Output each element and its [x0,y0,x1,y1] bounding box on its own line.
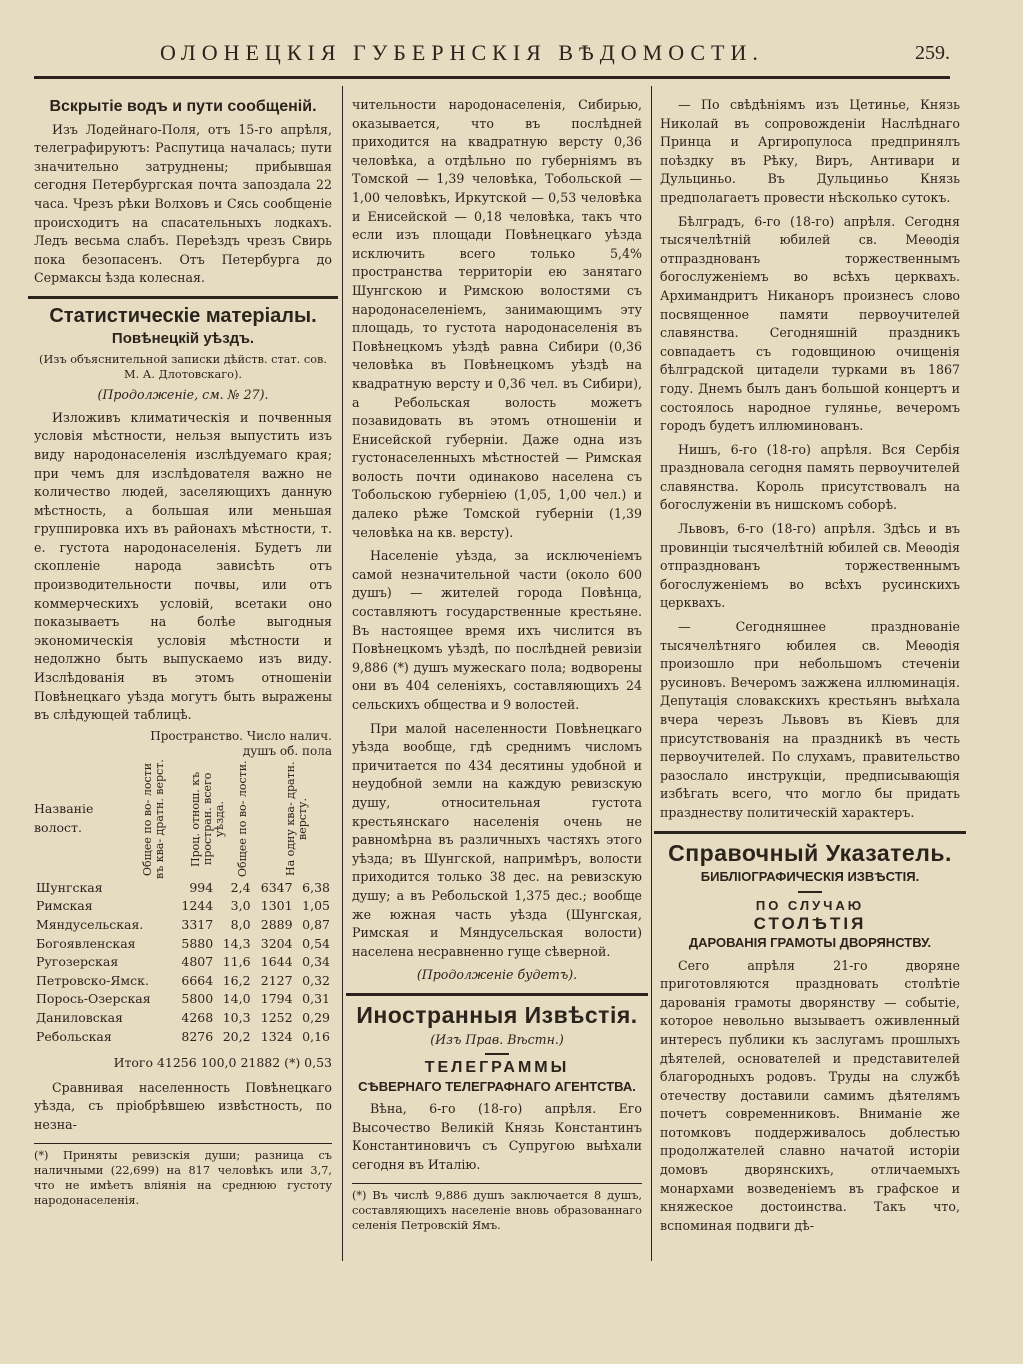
table-cell-name: Шунгская [36,879,103,895]
article-text: — Сегодняшнее празднованіе тысячелѣтняго юбилея св. Меѳодія произошло при небольшомъ стеченіи русиновъ. Вечеромъ зажжена иллюминація. Депутація словакскихъ крестьянъ выѣхала вчера черезъ Львовъ въ Кіевъ для присутствованія на праздникѣ въ честь первоучителей. По слухамъ, правительство разослало инструкціи, предписывающія избѣгать всего, что могло бы придать празднеству политическій характеръ. [660,619,960,820]
table-cell-area: 6664 [181,972,214,988]
table-caption-line: душъ об. пола [242,743,332,758]
table-cell-area: 994 [189,879,214,895]
table-cell-pop: 1644 [260,954,293,970]
table-cell-pop: 3204 [260,935,293,951]
table-cell-dens: 0,54 [302,935,330,951]
table-cell-pct: 2,4 [230,879,251,895]
table-cell-dens: 0,32 [302,972,330,988]
article-heading: ПО СЛУЧАЮ [755,897,865,913]
masthead [30,38,960,68]
table-row [34,1009,332,1028]
table-cell-name: Богоявленская [36,935,136,951]
table-row [34,879,332,898]
table-cell-name: Римская [36,898,93,914]
table-row [34,935,332,954]
masthead-rule [34,76,950,79]
table-cell-name: Ругозерская [36,954,119,970]
source-note: (Изъ Прав. Вѣстн.) [430,1031,564,1047]
section-subheading: Повѣнецкій уѣздъ. [111,329,255,347]
table-header-col: Проц. отнош. къ простран. всего уѣзда. [188,771,226,867]
table-header-name: Названіе волост. [34,801,94,835]
article-text: Изъ Лодейнаго-Поля, отъ 15-го апрѣля, телеграфируютъ: Распутица началась; пути значительно затруднены; прибывшая сегодня Петербургская почта запоздала 22 часа. Чрезъ рѣки Волховъ и Сясь сообщеніе происходитъ на спасательныхъ лодкахъ. Ледъ весьма слабъ. Переѣздъ чрезъ Свирь пока безопасенъ. Отъ Петербурга до Сермаксы ѣзда колесная. [34,121,332,286]
table-row [34,972,332,991]
ornament-bar [798,891,822,893]
column-1 [34,96,332,1208]
article-text: Изложивъ климатическія и почвенныя условія мѣстности, нельзя выпустить изъ виду народонаселенія изслѣдуемаго края; при чемъ для изслѣдователя важно не количество людей, заселяющихъ данную мѣстность, а большая или меньшая группировка ихъ въ районахъ мѣстности, т. е. густота народонаселенія. Будетъ ли скопленіе народа зависѣть отъ производительности почвы, или отъ коммерческихъ условій, всетаки оно показываетъ на болѣе выгодныя экономическія условія мѣстности и недолжно быть выпускаемо изъ виду. Изслѣдованія въ этомъ отношеніи Повѣнецкаго уѣзда могутъ быть выражены въ слѣдующей таблицѣ. [34,409,332,723]
section-heading: Справочный Указатель. [668,839,952,866]
page-number: 259. [915,41,950,64]
newspaper-title: ОЛОНЕЦКІЯ ГУБЕРНСКІЯ ВѢДОМОСТИ. [160,40,764,65]
telegram-heading: ТЕЛЕГРАММЫ [424,1059,570,1077]
table-cell-name: Ребольская [36,1028,112,1044]
table-row [34,897,332,916]
footnote: (*) Въ числѣ 9,886 душъ заключается 8 душъ, составляющихъ населеніе вновь образованнаго селенія Петровскій Ямъ. [352,1183,642,1233]
statistics-table [34,879,332,1046]
telegram-subheading: СѢВЕРНАГО ТЕЛЕГРАФНАГО АГЕНТСТВА. [358,1078,636,1094]
table-cell-pop: 1324 [260,1028,293,1044]
table-cell-area: 4268 [181,1009,214,1025]
table-cell-name: Порось-Озерская [36,991,151,1007]
table-cell-name: Петровско-Ямск. [36,972,149,988]
article-text: Львовъ, 6-го (18-го) апрѣля. Здѣсь и въ провинціи тысячелѣтній юбилей св. Меѳодія отпразднованъ торжественнымъ богослуженіемъ во всѣхъ русинскихъ церквахъ. [660,521,960,611]
table-cell-area: 8276 [181,1028,214,1044]
article-text: Сравнивая населенность Повѣнецкаго уѣзда, съ пріобрѣвшею извѣстность, по незна- [34,1079,332,1132]
table-row [34,990,332,1009]
article-heading: ДАРОВАНІЯ ГРАМОТЫ ДВОРЯНСТВУ. [688,934,932,950]
table-row [34,953,332,972]
table-row [34,916,332,935]
table-cell-name: Мяндусельская. [36,917,144,932]
table-header-col: Общее по во- лости. [236,760,249,878]
table-cell-pct: 3,0 [230,898,251,914]
continuation-note: (Продолженіе, см. № 27). [97,387,269,403]
table-cell-pct: 16,2 [222,972,251,988]
table-cell-name: Даниловская [36,1009,123,1025]
table-cell-pct: 14,3 [222,935,251,951]
table-cell-pct: 11,6 [222,954,251,970]
article-heading: СТОЛѢТІЯ [753,914,867,934]
article-text: Сего апрѣля 21-го дворяне приготовляются праздновать столѣтіе дарованія грамоты дворянству — событіе, которое невольно вызываетъ оживленный интересъ публики къ заслугамъ прошлыхъ дѣятелей, основателей и представителей благородныхъ родовъ. Труды на службѣ отечеству доставили самимъ дѣятелямъ почетъ современниковъ. Вниманіе же потомковъ поддерживалось доблестью продолжателей славно начатой исторіи домовъ дворянскихъ, отличаемыхъ монархами возведеніемъ въ графское и княжеское достоинства. Такъ что, вспоминая подвиги дѣ- [660,957,960,1233]
table-caption-line: Пространство. Число налич. [150,728,332,743]
section-heading: Статистическіе матеріалы. [49,304,317,327]
article-text: При малой населенности Повѣнецкаго уѣзда вообще, гдѣ среднимъ числомъ причитается по 434 десятины удобной и неудобной земли на каждую ревизскую душу, относительная густота крестьянскаго населенія очень не равномѣрна въ различныхъ частяхъ этого уѣзда; въ Шунгской, напримѣръ, волости приходится только 38 дес. на ревизскую душу; а въ Ребольской 1,375 дес.; вообще же южная часть уѣзда (Шунгская, Римская и Мяндусельская волости) населена несравненно гуще сѣверной. [352,720,642,959]
ornament-bar [485,1053,509,1055]
table-row [34,1028,332,1047]
footnote: (*) Приняты ревизскія души; разница съ наличными (22,699) на 817 человѣкъ или 3,7, что не имѣетъ вліянія на среднюю густоту народонаселенія. [34,1143,332,1208]
table-cell-pct: 8,0 [230,917,251,932]
article-text: Бѣлградъ, 6-го (18-го) апрѣля. Сегодня тысячелѣтній юбилей св. Меѳодія отпразднованъ торжественнымъ богослуженіемъ во всѣхъ церквахъ. Архимандритъ Никаноръ произнесъ слово посвященное памяти первоучителей славянства. Сегодняшній праздникъ совпадаетъ съ годовщиною очищенія бѣлградской цитадели турками въ 1867 году. Днемъ былъ данъ большой концертъ и состоялось народное гулянье, вечеромъ городъ будетъ иллюминованъ. [660,213,960,434]
table-cell-pop: 2889 [260,917,293,932]
article-text: чительности народонаселенія, Сибирью, оказывается, что въ послѣдней приходится на квадратную версту 0,36 человѣка, а отдѣльно по губерніямъ въ Томской — 1,39 человѣка, Тобольской — 1,00 человѣкъ, Иркутской — 0,53 человѣка и Енисейской — 0,18 человѣка, такъ что если изъ площади Повѣнецкаго уѣзда исключить всего только 5,4% пространства территоріи ею занятаго Шунгскою и Римскою волостями съ народонаселеніемъ, занимающимъ эту площадь, то густота народонаселенія въ Повѣнецкомъ уѣздѣ равна Сибири (0,36 человѣка въ Повѣнецкомъ уѣздѣ на квадратную версту и 0,36 чел. въ Сибири), а Ребольская волость можетъ позавидовать въ этомъ отношеніи и Енисейской губерніи. Даже одна изъ густонаселенныхъ мѣстностей — Римская волость почти одинаково населена съ Тобольскою губерніею (1,05, 1,00 чел.) и далеко рѣже Томской губерніи (1,39 человѣка на кв. версту). [352,97,642,540]
table-cell-area: 5880 [181,935,214,951]
table-header-col: На одну ква- дратн. версту. [283,761,309,877]
table-cell-dens: 0,16 [302,1028,330,1044]
table-cell-dens: 1,05 [302,898,330,914]
table-cell-area: 4807 [181,954,214,970]
table-cell-area: 1244 [181,898,214,914]
table-cell-area: 3317 [181,917,214,932]
table-cell-pop: 6347 [260,879,293,895]
section-subheading: БИБЛІОГРАФИЧЕСКІЯ ИЗВѢСТІЯ. [700,869,920,885]
table-cell-dens: 0,87 [302,917,330,932]
section-heading: Иностранныя Извѣстія. [356,1001,638,1028]
table-cell-dens: 6,38 [302,879,330,895]
table-cell-pop: 1252 [260,1009,293,1025]
section-rule [346,993,648,996]
article-text: Нишъ, 6-го (18-го) апрѣля. Вся Сербія праздновала сегодня память первоучителей славянства. Король присутствовалъ на богослуженіи въ нишскомъ соборѣ. [660,441,960,513]
article-text: Населеніе уѣзда, за исключеніемъ самой незначительной части (около 600 душъ) — жителей города Повѣнца, составляютъ государственные крестьяне. Въ настоящее время ихъ числится въ Повѣнецкомъ уѣздѣ, по послѣдней ревизіи 9,886 (*) душъ мужескаго пола; водворены они въ 404 селеніяхъ, составляющихъ 24 сельскихъ общества и 9 волостей. [352,548,642,712]
table-header [34,759,332,879]
table-cell-pct: 20,2 [222,1028,251,1044]
column-2 [352,96,642,1233]
source-note: (Изъ объяснительной записки дѣйств. стат. сов. М. А. Длотовскаго). [39,353,327,382]
table-cell-pop: 1794 [260,991,293,1007]
continuation-note: (Продолженіе будетъ). [416,967,578,983]
column-divider [651,86,652,1261]
table-cell-dens: 0,34 [302,954,330,970]
section-heading: Вскрытіе водъ и пути сообщеній. [49,98,317,115]
table-cell-pct: 14,0 [222,991,251,1007]
table-header-col: Общее по во- лости въ ква- дратн. верст. [141,758,166,879]
table-cell-dens: 0,31 [302,991,330,1007]
table-cell-pct: 10,3 [222,1009,251,1025]
table-caption [34,729,332,759]
column-3 [660,96,960,1240]
table-cell-pop: 2127 [260,972,293,988]
table-cell-dens: 0,29 [302,1009,330,1025]
section-rule [28,296,338,299]
table-total: Итого 41256 100,0 21882 (*) 0,53 [113,1055,332,1071]
table-cell-pop: 1301 [260,898,293,914]
section-rule [654,831,966,834]
table-cell-area: 5800 [181,991,214,1007]
article-text: — По свѣдѣніямъ изъ Цетинье, Князь Николай въ сопровожденіи Наслѣднаго Принца и Аргиропулоса предпринялъ поѣздку въ Рѣку, Виръ, Антивари и Дульциньо. Въ Дульциньо Князь предполагаетъ провести нѣсколько сутокъ. [660,97,960,205]
article-text: Вѣна, 6-го (18-го) апрѣля. Его Высочество Великій Князь Константинъ Константиновичъ съ Супругою выѣхали сегодня въ Италію. [352,1101,642,1173]
column-divider [342,86,343,1261]
